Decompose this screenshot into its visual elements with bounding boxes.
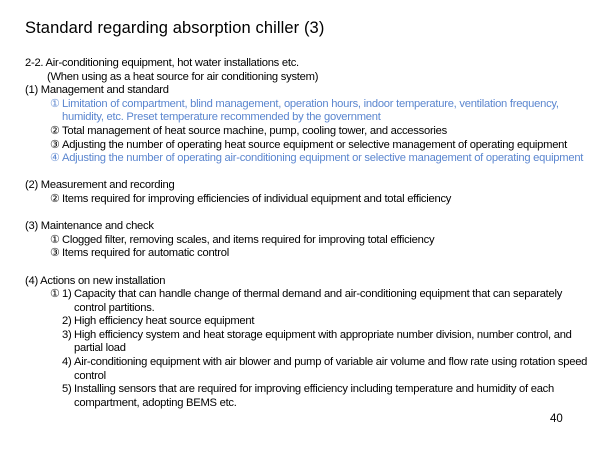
item-text: High efficiency system and heat storage equipment with appropriate number division, number control, and partial load bbox=[74, 328, 572, 355]
item-number: ② bbox=[50, 124, 60, 137]
item-number: 3) bbox=[62, 328, 72, 341]
item-text: Items required for improving efficiencies of individual equipment and total efficiency bbox=[62, 192, 452, 205]
item-text: Capacity that can handle change of thermal demand and air-conditioning equipment that can separately control partitions. bbox=[74, 288, 563, 314]
installation-item-2 bbox=[25, 315, 590, 329]
installation-heading: (4) Actions on new installation bbox=[25, 274, 166, 287]
item-number: ③ bbox=[50, 138, 60, 151]
measurement-item-2 bbox=[25, 193, 590, 207]
management-item-4 bbox=[25, 152, 590, 166]
management-item-3 bbox=[25, 139, 590, 153]
item-number: ③ bbox=[50, 247, 60, 260]
page-number: 40 bbox=[550, 413, 563, 425]
management-item-1 bbox=[25, 98, 590, 125]
slide-body bbox=[25, 57, 590, 410]
installation-item-1 bbox=[25, 288, 590, 315]
item-number: ① bbox=[50, 233, 60, 246]
spacer bbox=[25, 166, 590, 180]
item-text: Clogged filter, removing scales, and items required for improving total efficiency bbox=[62, 233, 435, 246]
spacer bbox=[25, 207, 590, 221]
item-text: High efficiency heat source equipment bbox=[74, 315, 255, 328]
maintenance-item-3 bbox=[25, 247, 590, 261]
item-text: Items required for automatic control bbox=[62, 247, 229, 260]
maintenance-item-1 bbox=[25, 234, 590, 248]
item-number: 5) bbox=[62, 383, 72, 396]
item-circled-number: ① bbox=[50, 288, 60, 301]
item-number: 4) bbox=[62, 356, 72, 369]
management-item-2 bbox=[25, 125, 590, 139]
installation-item-5 bbox=[25, 383, 590, 410]
item-number: 1) bbox=[62, 288, 72, 301]
item-text: Installing sensors that are required for improving efficiency including temperature and humidity of each compartment, adopting BEMS etc. bbox=[74, 383, 554, 409]
installation-item-3 bbox=[25, 329, 590, 356]
management-heading: (1) Management and standard bbox=[25, 84, 169, 97]
measurement-heading: (2) Measurement and recording bbox=[25, 179, 175, 192]
slide-title: Standard regarding absorption chiller (3) bbox=[25, 19, 325, 37]
item-number: ② bbox=[50, 192, 60, 205]
item-text: Air-conditioning equipment with air blower and pump of variable air volume and flow rate using rotation speed control bbox=[74, 356, 588, 382]
spacer bbox=[25, 261, 590, 275]
item-text: Limitation of compartment, blind management, operation hours, indoor temperature, ventilation frequency, humidity, etc. Preset temperature recommended by the government bbox=[62, 97, 559, 124]
installation-item-4 bbox=[25, 356, 590, 383]
item-number: 2) bbox=[62, 315, 72, 328]
section-note: (When using as a heat source for air conditioning system) bbox=[47, 70, 319, 83]
item-text: Total management of heat source machine, pump, cooling tower, and accessories bbox=[62, 124, 447, 137]
section-heading: 2-2. Air-conditioning equipment, hot water installations etc. bbox=[25, 57, 299, 69]
maintenance-heading: (3) Maintenance and check bbox=[25, 220, 154, 233]
item-number: ① bbox=[50, 97, 60, 110]
item-number: ④ bbox=[50, 152, 60, 165]
item-text: Adjusting the number of operating air-conditioning equipment or selective management of operating equipment bbox=[62, 152, 584, 165]
item-text: Adjusting the number of operating heat source equipment or selective management of operating equipment bbox=[62, 138, 567, 151]
